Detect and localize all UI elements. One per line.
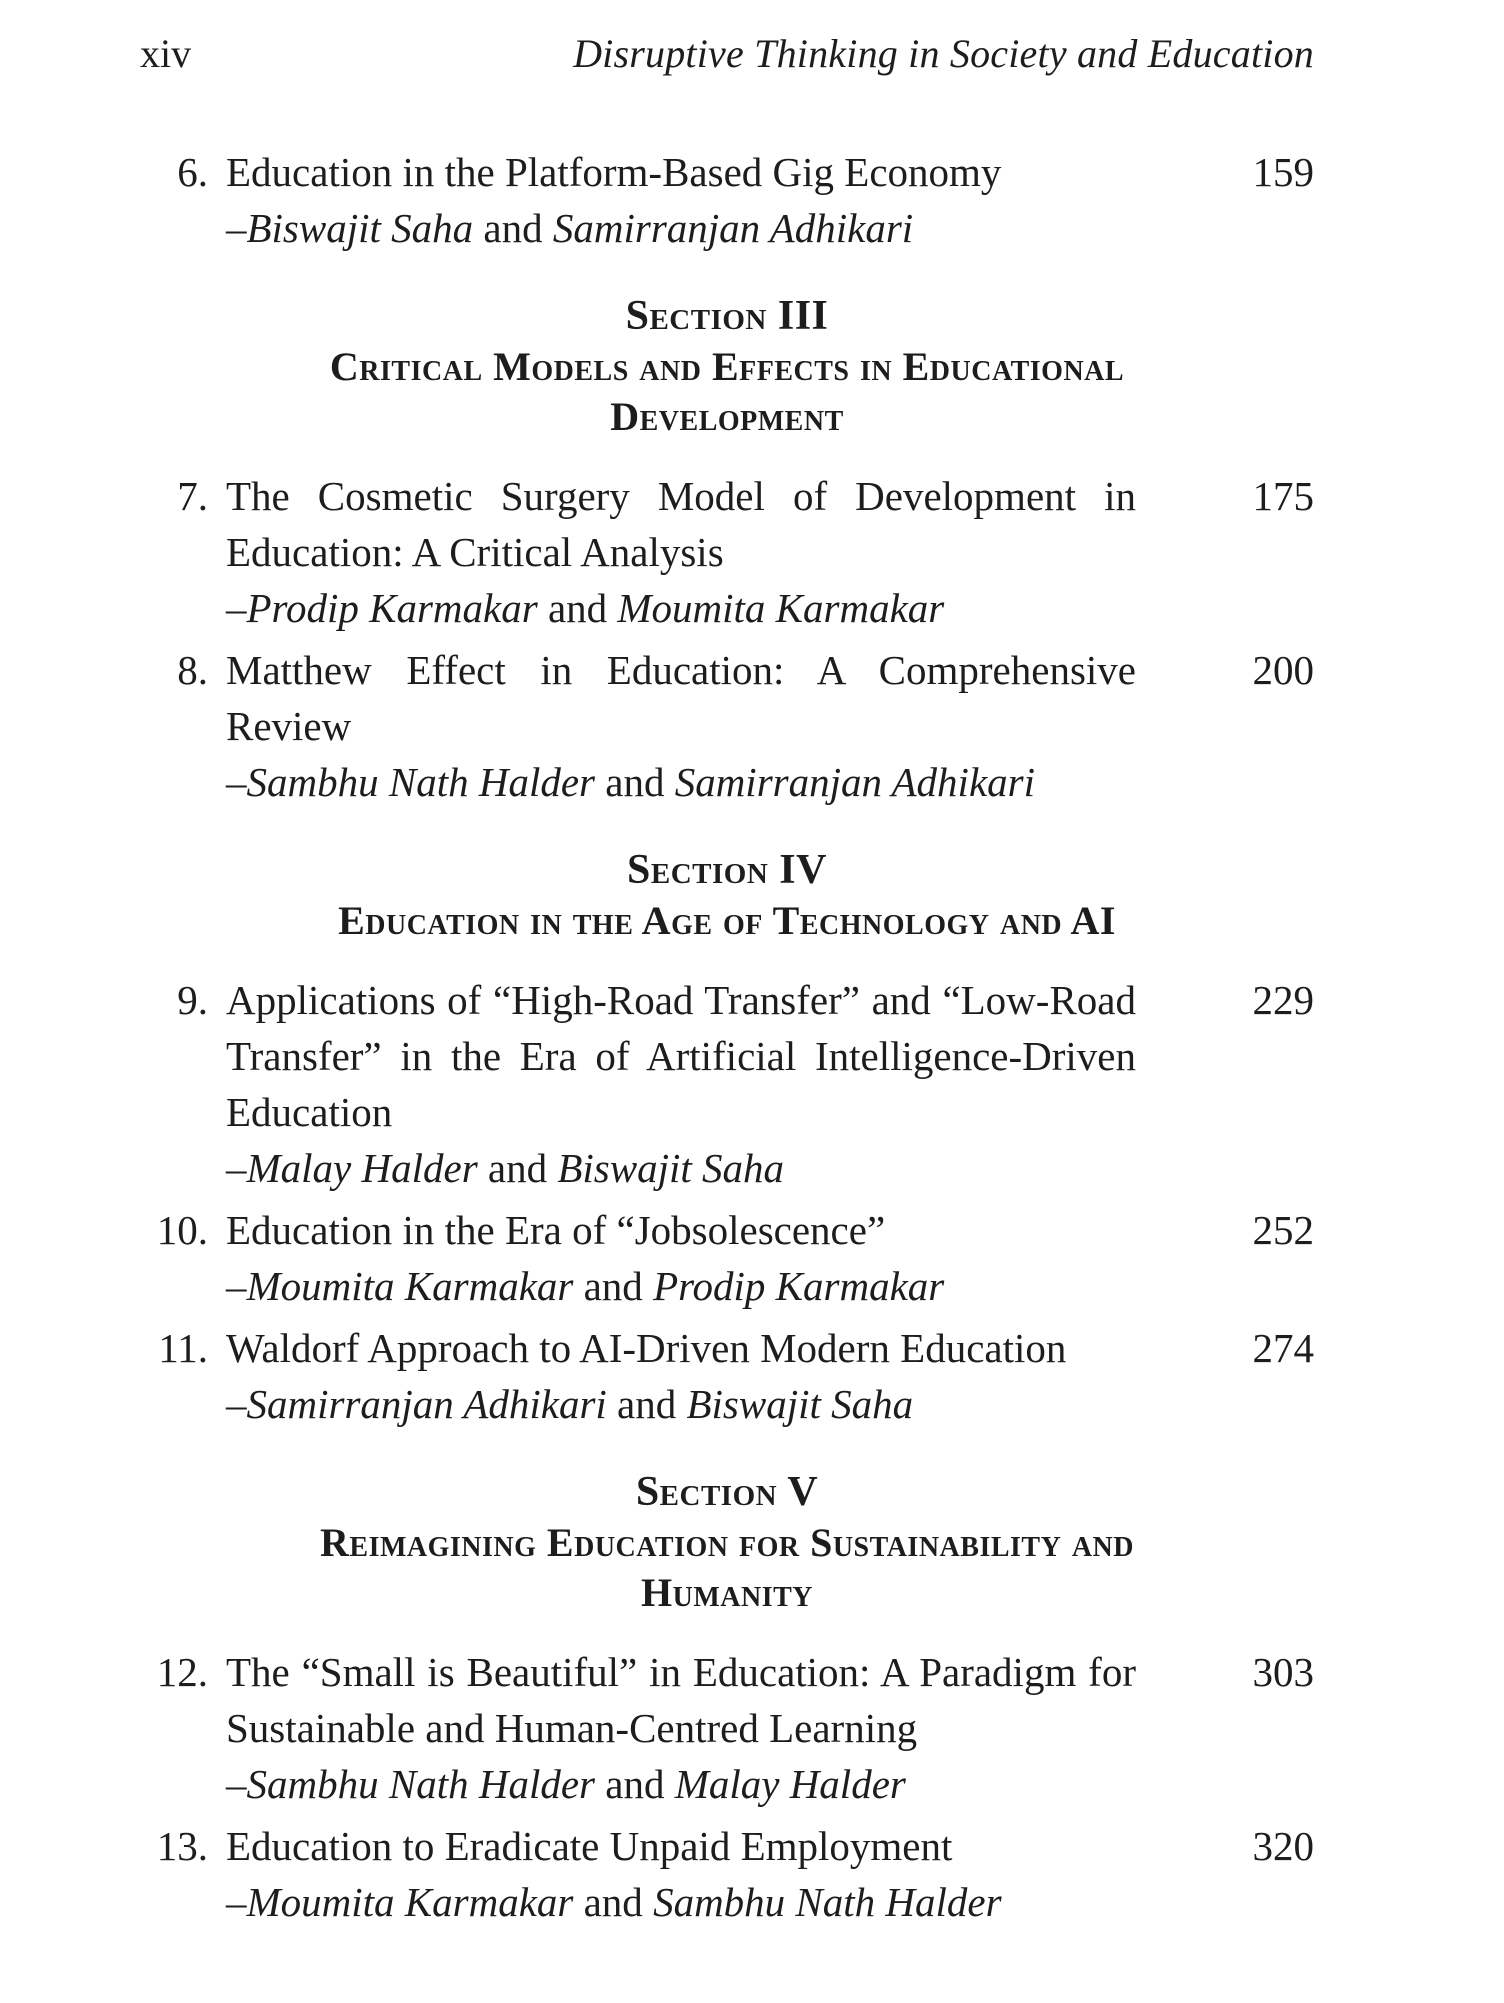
author-name: Moumita Karmakar: [246, 1263, 574, 1309]
entry-authors: [226, 1874, 1136, 1930]
section-title: Section III: [625, 293, 829, 339]
toc-entry: [140, 1202, 1314, 1314]
author-name: Prodip Karmakar: [246, 585, 538, 631]
entry-number: 12.: [156, 1649, 208, 1695]
entry-number: 10.: [156, 1207, 208, 1253]
and-connector: and: [583, 1879, 643, 1925]
toc-entry: [140, 468, 1314, 636]
entry-authors: [226, 1376, 1136, 1432]
author-dash: –: [226, 585, 247, 631]
entry-page-number: 175: [1252, 473, 1314, 519]
author-dash: –: [226, 1761, 247, 1807]
author-name: Biswajit Saha: [557, 1145, 785, 1191]
entry-number: 6.: [177, 149, 208, 195]
section-heading: [140, 844, 1314, 946]
author-name: Sambhu Nath Halder: [246, 759, 595, 805]
entry-title: Education in the Platform-Based Gig Economy: [226, 149, 1002, 195]
author-name: Samirranjan Adhikari: [246, 1381, 607, 1427]
entry-page-number: 252: [1252, 1207, 1314, 1253]
entry-authors: [226, 754, 1136, 810]
entry-title: Applications of “High-Road Transfer” and “Low-Road Transfer” in the Era of Artificial Intelligence-Driven Education: [226, 977, 1136, 1135]
section-subtitle: Critical Models and Effects in Educational Development: [329, 344, 1125, 439]
entry-number: 9.: [177, 977, 208, 1023]
section-heading: [140, 1466, 1314, 1618]
running-head: Disruptive Thinking in Society and Education: [573, 31, 1314, 76]
author-name: Malay Halder: [674, 1761, 906, 1807]
entry-page-number: 229: [1252, 977, 1314, 1023]
entry-authors: [226, 1258, 1136, 1314]
entry-title: Education to Eradicate Unpaid Employment: [226, 1823, 953, 1869]
toc-entry: [140, 1818, 1314, 1930]
entry-title: Education in the Era of “Jobsolescence”: [226, 1207, 886, 1253]
section-title: Section V: [635, 1469, 819, 1515]
toc-entry: [140, 642, 1314, 810]
entry-authors: [226, 580, 1136, 636]
section-title: Section IV: [627, 847, 827, 893]
entry-title: Matthew Effect in Education: A Comprehensive Review: [226, 647, 1136, 749]
entry-page-number: 159: [1252, 149, 1314, 195]
and-connector: and: [487, 1145, 548, 1191]
toc-entry: [140, 1644, 1314, 1812]
page-header: [140, 26, 1314, 82]
and-connector: and: [605, 1761, 665, 1807]
and-connector: and: [547, 585, 608, 631]
page-folio: xiv: [140, 31, 192, 76]
section-heading: [140, 290, 1314, 442]
entry-authors: [226, 1140, 1136, 1196]
and-connector: and: [583, 1263, 643, 1309]
entry-page-number: 303: [1252, 1649, 1314, 1695]
author-name: Malay Halder: [246, 1145, 478, 1191]
entry-number: 13.: [156, 1823, 208, 1869]
author-name: Sambhu Nath Halder: [246, 1761, 595, 1807]
entry-title: The Cosmetic Surgery Model of Development in Education: A Critical Analysis: [226, 473, 1136, 575]
entry-number: 7.: [177, 473, 208, 519]
author-name: Samirranjan Adhikari: [552, 205, 914, 251]
author-dash: –: [226, 205, 247, 251]
entry-number: 8.: [177, 647, 208, 693]
section-subtitle: Education in the Age of Technology and AI: [338, 898, 1116, 943]
entry-page-number: 200: [1252, 647, 1314, 693]
author-dash: –: [226, 1263, 247, 1309]
entry-number: 11.: [158, 1325, 208, 1371]
and-connector: and: [483, 205, 543, 251]
entry-title: Waldorf Approach to AI-Driven Modern Education: [226, 1325, 1067, 1371]
and-connector: and: [617, 1381, 677, 1427]
entry-authors: [226, 200, 1136, 256]
entry-page-number: 274: [1252, 1325, 1314, 1371]
section-subtitle: Reimagining Education for Sustainability and Humanity: [320, 1520, 1134, 1615]
entry-title: The “Small is Beautiful” in Education: A Paradigm for Sustainable and Human-Centred Learning: [226, 1649, 1136, 1751]
toc-entry: [140, 972, 1314, 1196]
author-name: Biswajit Saha: [686, 1381, 914, 1427]
toc-entry: [140, 144, 1314, 256]
entry-authors: [226, 1756, 1136, 1812]
and-connector: and: [605, 759, 665, 805]
author-dash: –: [226, 1381, 247, 1427]
author-name: Sambhu Nath Halder: [653, 1879, 1002, 1925]
toc: [140, 144, 1314, 1930]
author-dash: –: [226, 759, 247, 805]
author-name: Prodip Karmakar: [653, 1263, 945, 1309]
author-name: Moumita Karmakar: [617, 585, 945, 631]
author-name: Moumita Karmakar: [246, 1879, 574, 1925]
author-dash: –: [226, 1145, 247, 1191]
author-name: Samirranjan Adhikari: [674, 759, 1035, 805]
author-name: Biswajit Saha: [246, 205, 474, 251]
toc-entry: [140, 1320, 1314, 1432]
entry-page-number: 320: [1252, 1823, 1314, 1869]
author-dash: –: [226, 1879, 247, 1925]
